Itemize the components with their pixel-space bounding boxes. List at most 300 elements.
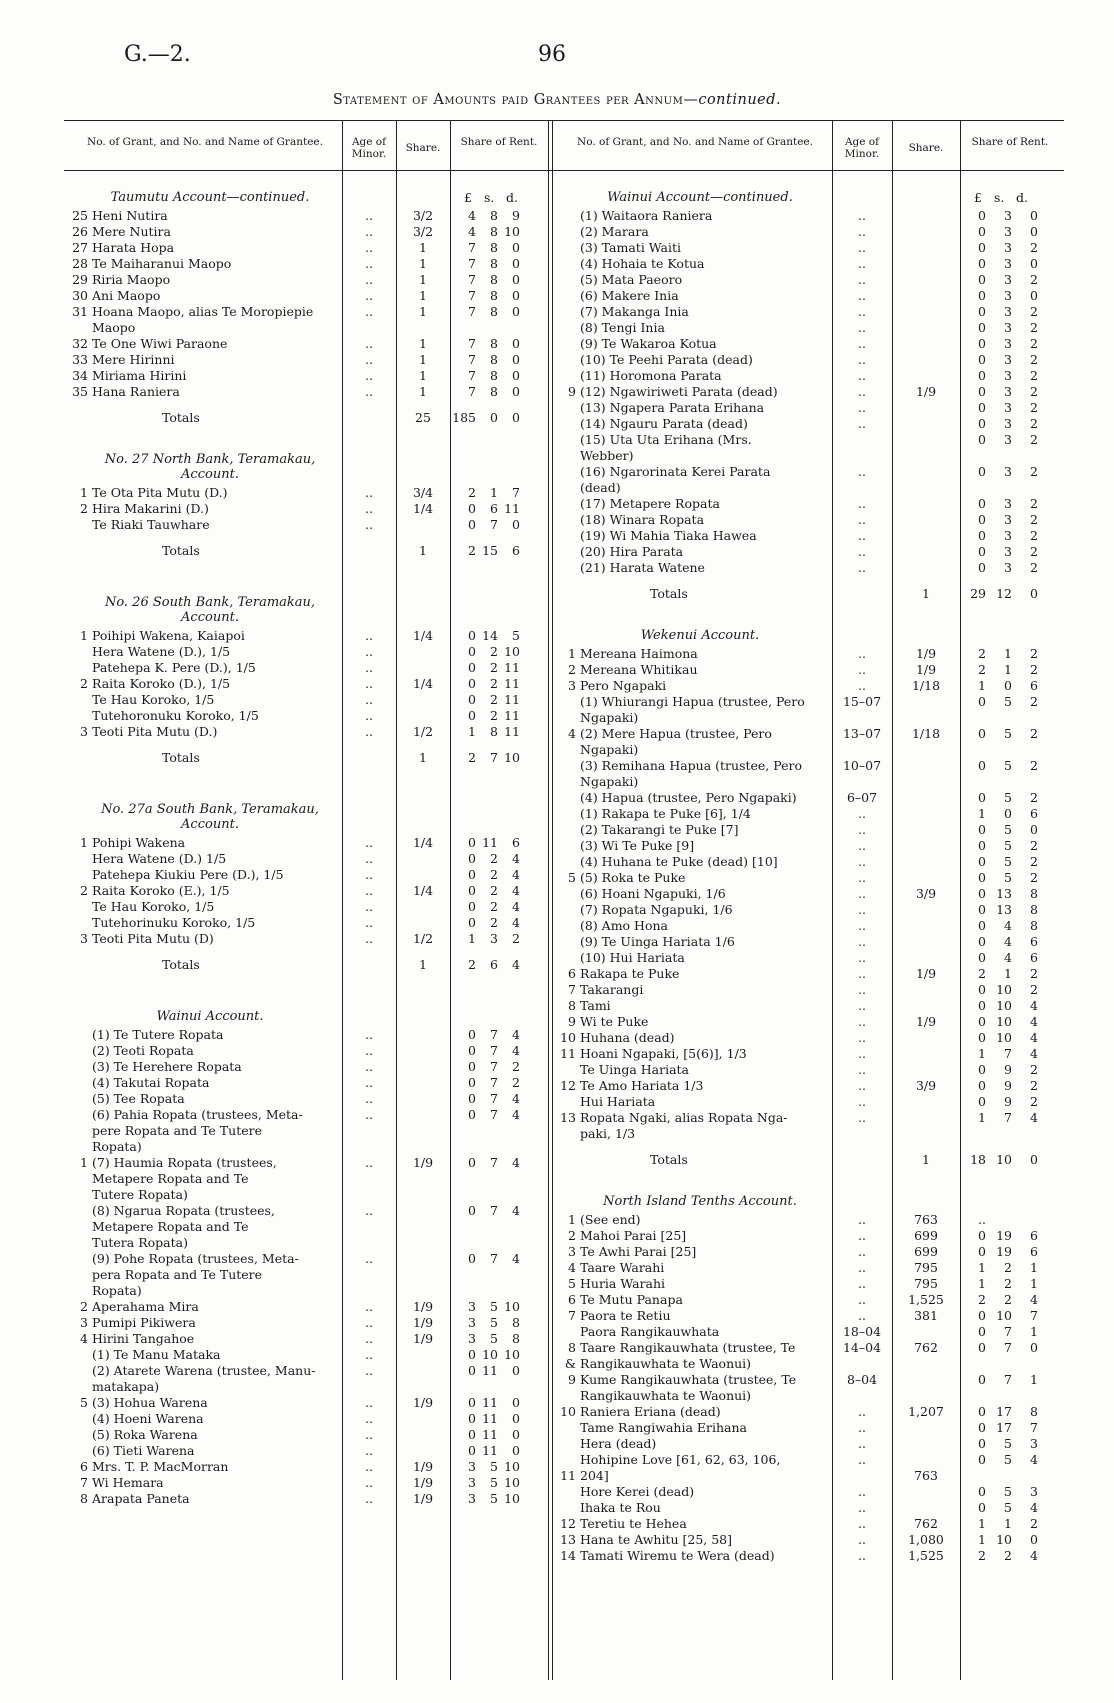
pound-label: £ (464, 190, 472, 205)
totals-pounds: 18 (970, 1152, 986, 1167)
rent-pounds: 0 (978, 288, 986, 303)
rent-pounds: 0 (468, 883, 476, 898)
rent-shillings: 2 (1004, 1292, 1012, 1307)
age-of-minor: .. (858, 1276, 866, 1291)
rent-shillings: 8 (490, 336, 498, 351)
section-title: No. 26 South Bank, Teramakau, Account. (104, 595, 316, 625)
page-reference: G.—2. (124, 42, 191, 67)
rent-pounds: 0 (978, 512, 986, 527)
rent-pounds: 0 (468, 692, 476, 707)
rent-pounds: 0 (978, 1244, 986, 1259)
totals-pence: 0 (1030, 586, 1038, 601)
age-of-minor: .. (858, 544, 866, 559)
rent-pence: 2 (1030, 272, 1038, 287)
rent-pence: 2 (1030, 464, 1038, 479)
rent-shillings: 11 (482, 1395, 498, 1410)
age-of-minor: .. (858, 416, 866, 431)
rent-pounds: 0 (978, 1094, 986, 1109)
grant-number: 4 (80, 1331, 88, 1346)
rent-pounds: 0 (468, 1427, 476, 1442)
grantee-name: Tamati Wiremu te Wera (dead) (580, 1548, 775, 1563)
grantee-name: Huhana (dead) (580, 1030, 675, 1045)
rent-shillings: 7 (1004, 1324, 1012, 1339)
table-row (554, 560, 1038, 576)
rent-pence: 0 (512, 304, 520, 319)
grantee-name: Te Mutu Panapa (580, 1292, 683, 1307)
grant-number: 3 (568, 678, 576, 693)
rent-pounds: 7 (468, 288, 476, 303)
grantee-name: Hohipine Love [61, 62, 63, 106, (580, 1452, 781, 1467)
rent-pence: 4 (512, 1203, 520, 1218)
table-row (554, 288, 1038, 304)
grantee-name: (See end) (580, 1212, 641, 1227)
rent-shillings: 9 (1004, 1078, 1012, 1093)
grantee-name: Wi Hemara (92, 1475, 164, 1490)
rent-shillings: 5 (490, 1331, 498, 1346)
rent-pence: 2 (1030, 870, 1038, 885)
age-of-minor: .. (858, 934, 866, 949)
rent-pence: 2 (1030, 384, 1038, 399)
pound-label: £ (974, 190, 982, 205)
share-value: 1 (419, 336, 427, 351)
grantee-name: Te Maiharanui Maopo (92, 256, 232, 271)
table-row (554, 1500, 1038, 1516)
rent-shillings: 8 (490, 208, 498, 223)
rent-pounds: 7 (468, 240, 476, 255)
grantee-name: (8) Ngarua Ropata (trustees, (92, 1203, 275, 1218)
rent-pounds: 0 (978, 758, 986, 773)
rent-pence: 6 (1030, 1244, 1038, 1259)
table-row (554, 1046, 1038, 1062)
grantee-name: Te Uinga Hariata (580, 1062, 690, 1077)
grantee-name: (12) Ngawiriweti Parata (dead) (580, 384, 778, 399)
grantee-name: Ropata) (92, 1139, 142, 1154)
rent-shillings: 7 (490, 1155, 498, 1170)
table-row (554, 1468, 1034, 1484)
rent-pounds: 0 (468, 1251, 476, 1266)
section-title: No. 27a South Bank, Teramakau, Account. (101, 802, 319, 832)
grantee-name: pera Ropata and Te Tutere (92, 1267, 263, 1282)
age-of-minor: .. (858, 496, 866, 511)
age-of-minor: .. (858, 1532, 866, 1547)
table-row (66, 240, 546, 256)
rent-shillings: 8 (490, 288, 498, 303)
share-value: 1,080 (908, 1532, 944, 1547)
table-row (554, 1078, 1038, 1094)
grantee-name: Te Ota Pita Mutu (D.) (92, 485, 228, 500)
rent-shillings: 13 (996, 886, 1012, 901)
rent-pence: 4 (512, 899, 520, 914)
age-of-minor: .. (858, 368, 866, 383)
rent-pounds: 1 (978, 678, 986, 693)
shilling-label: s. (994, 190, 1005, 205)
rent-shillings: 8 (490, 240, 498, 255)
pence-label: d. (1016, 190, 1028, 205)
grantee-name: Pohipi Wakena (92, 835, 186, 850)
age-of-minor: .. (365, 240, 373, 255)
table-row (66, 883, 546, 899)
age-of-minor: .. (858, 560, 866, 575)
grantee-name: (4) Takutai Ropata (92, 1075, 210, 1090)
grant-number: 12 (560, 1516, 576, 1531)
rent-shillings: 5 (1004, 1436, 1012, 1451)
share-value: 1/9 (412, 1155, 434, 1170)
rent-pounds: 1 (978, 1276, 986, 1291)
grantee-name: Hira Makarini (D.) (92, 501, 209, 516)
totals-row (554, 586, 1038, 602)
rent-shillings: 8 (490, 224, 498, 239)
grant-number: 3 (568, 1244, 576, 1259)
rent-pounds: 0 (468, 660, 476, 675)
grantee-name: Hana Raniera (92, 384, 180, 399)
rent-pounds: 0 (978, 544, 986, 559)
age-of-minor: .. (365, 1203, 373, 1218)
rent-shillings: 0 (1004, 678, 1012, 693)
age-of-minor: .. (365, 1459, 373, 1474)
grantee-name: Hoana Maopo, alias Te Moropiepie (92, 304, 314, 319)
share-value: 699 (914, 1228, 938, 1243)
share-value: 1/9 (915, 966, 937, 981)
statement-title: Statement of Amounts paid Grantees per Annum—continued. (332, 92, 782, 108)
rent-pence: 2 (1030, 352, 1038, 367)
table-row (554, 1276, 1038, 1292)
table-row (554, 1388, 1034, 1404)
table-row (554, 1436, 1038, 1452)
table-row (554, 886, 1038, 902)
age-of-minor: .. (858, 886, 866, 901)
rent-shillings: 0 (1004, 806, 1012, 821)
table-row (66, 644, 546, 660)
rent-pounds: 0 (978, 870, 986, 885)
rent-pounds: 3 (468, 1459, 476, 1474)
table-row (66, 676, 546, 692)
totals-pounds: 29 (970, 586, 986, 601)
share-value: 1/9 (412, 1491, 434, 1506)
rent-pounds: 0 (978, 998, 986, 1013)
rent-pence: 2 (1030, 560, 1038, 575)
age-of-minor: .. (858, 1078, 866, 1093)
age-of-minor: .. (365, 1491, 373, 1506)
grant-number: 7 (568, 982, 576, 997)
table-row (554, 854, 1038, 870)
grantee-name: Patehepa Kiukiu Pere (D.), 1/5 (92, 867, 284, 882)
grantee-name: Mahoi Parai [25] (580, 1228, 687, 1243)
grantee-name: (6) Tieti Warena (92, 1443, 195, 1458)
age-of-minor: .. (365, 883, 373, 898)
rent-pence: 2 (512, 1075, 520, 1090)
rent-pounds: 3 (468, 1315, 476, 1330)
rent-pounds: 1 (978, 1046, 986, 1061)
share-value: 1/9 (915, 662, 937, 677)
rent-pence: 10 (504, 224, 520, 239)
grantee-name: Ngapaki) (580, 742, 639, 757)
age-of-minor: .. (858, 240, 866, 255)
rent-pounds: 2 (468, 485, 476, 500)
age-of-minor: .. (858, 1548, 866, 1563)
grantee-name: Hore Kerei (dead) (580, 1484, 695, 1499)
table-row (66, 708, 546, 724)
totals-label: Totals (162, 410, 200, 425)
rent-pence: 5 (512, 628, 520, 643)
rent-pounds: 0 (978, 272, 986, 287)
rent-pence: 2 (1030, 966, 1038, 981)
age-of-minor: .. (858, 1436, 866, 1451)
grant-number: 6 (80, 1459, 88, 1474)
grantee-name: (20) Hira Parata (580, 544, 684, 559)
rent-pounds: 3 (468, 1299, 476, 1314)
age-of-minor: 10–07 (842, 758, 882, 773)
grantee-name: (8) Tengi Inia (580, 320, 665, 335)
age-of-minor: .. (365, 485, 373, 500)
share-value: 1 (419, 352, 427, 367)
rent-shillings: 3 (1004, 336, 1012, 351)
rent-pounds: 1 (468, 724, 476, 739)
grantee-name: (2) Teoti Ropata (92, 1043, 194, 1058)
rent-shillings: 5 (490, 1459, 498, 1474)
table-row (554, 496, 1038, 512)
header-share: Share. (908, 142, 944, 154)
rent-shillings: 3 (1004, 528, 1012, 543)
grant-number: 25 (72, 208, 88, 223)
rent-shillings: 7 (490, 1059, 498, 1074)
rent-pounds: 7 (468, 256, 476, 271)
rent-pounds: 0 (468, 1411, 476, 1426)
age-of-minor: .. (365, 336, 373, 351)
age-of-minor: 18–04 (842, 1324, 882, 1339)
grant-number: 8 (568, 998, 576, 1013)
grantee-name: matakapa) (92, 1379, 160, 1394)
rent-pounds: 0 (978, 918, 986, 933)
rent-pence: 2 (1030, 854, 1038, 869)
grant-number: 9 (568, 384, 576, 399)
rent-shillings: 8 (490, 352, 498, 367)
table-row (554, 368, 1038, 384)
rent-shillings: 5 (490, 1299, 498, 1314)
rent-shillings: 8 (490, 256, 498, 271)
rent-shillings: 8 (490, 272, 498, 287)
age-of-minor: .. (858, 806, 866, 821)
totals-shillings: 7 (490, 750, 498, 765)
rent-pounds: 4 (468, 208, 476, 223)
grant-number: 14 (560, 1548, 576, 1563)
rent-pence: 11 (504, 692, 520, 707)
grantee-name: Raita Koroko (E.), 1/5 (92, 883, 230, 898)
grantee-name: (2) Mere Hapua (trustee, Pero (580, 726, 772, 741)
totals-shillings: 0 (490, 410, 498, 425)
table-row (66, 1475, 546, 1491)
age-of-minor: .. (858, 304, 866, 319)
rent-pence: 6 (1030, 934, 1038, 949)
table-row (66, 1363, 546, 1379)
age-of-minor: .. (365, 1091, 373, 1106)
rent-pence: 4 (1030, 998, 1038, 1013)
totals-shillings: 6 (490, 957, 498, 972)
rent-pounds: 0 (978, 432, 986, 447)
table-row (66, 1027, 546, 1043)
rent-shillings: 7 (490, 1107, 498, 1122)
grantee-name: (5) Mata Paeoro (580, 272, 683, 287)
rent-shillings: 1 (1004, 662, 1012, 677)
top-rule (64, 120, 1064, 121)
share-value: 1/4 (412, 883, 434, 898)
age-of-minor: .. (365, 1395, 373, 1410)
rent-shillings: 7 (490, 517, 498, 532)
grantee-name: (16) Ngarorinata Kerei Parata (580, 464, 771, 479)
totals-pence: 0 (512, 410, 520, 425)
rent-pounds: 3 (468, 1491, 476, 1506)
grantee-name: (9) Te Wakaroa Kotua (580, 336, 717, 351)
grant-number: 1 (568, 1212, 576, 1227)
grantee-name: (3) Wi Te Puke [9] (580, 838, 695, 853)
rent-shillings: 1 (1004, 966, 1012, 981)
table-row (554, 1212, 1034, 1228)
grantee-name: (18) Winara Ropata (580, 512, 705, 527)
grantee-name: Mrs. T. P. MacMorran (92, 1459, 229, 1474)
grantee-name: (5) Roka te Puke (580, 870, 686, 885)
grantee-name: (6) Pahia Ropata (trustees, Meta- (92, 1107, 303, 1122)
table-row (66, 835, 546, 851)
table-row (554, 352, 1038, 368)
grant-number: 26 (72, 224, 88, 239)
rent-pounds: 0 (978, 934, 986, 949)
table-row (554, 1110, 1038, 1126)
grant-number: 7 (80, 1475, 88, 1490)
grant-number: 33 (72, 352, 88, 367)
rent-pence: 8 (1030, 918, 1038, 933)
age-of-minor: .. (858, 1484, 866, 1499)
rent-pence: 7 (512, 485, 520, 500)
rent-pounds: 0 (468, 915, 476, 930)
rent-shillings: 10 (996, 1014, 1012, 1029)
grantee-name: Hui Hariata (580, 1094, 656, 1109)
totals-label: Totals (162, 957, 200, 972)
section-title: Wekenui Account. (640, 628, 760, 643)
table-row (66, 288, 546, 304)
grantee-name: Te Riaki Tauwhare (92, 517, 210, 532)
table-row (554, 662, 1038, 678)
rent-pounds: 0 (978, 1324, 986, 1339)
grantee-name: (7) Ropata Ngapuki, 1/6 (580, 902, 733, 917)
table-row (66, 1107, 546, 1123)
grant-number: 1 (80, 485, 88, 500)
share-value: 1 (419, 384, 427, 399)
rent-pounds: 7 (468, 272, 476, 287)
rent-shillings: 3 (1004, 384, 1012, 399)
rent-shillings: 7 (490, 1043, 498, 1058)
age-of-minor: .. (365, 835, 373, 850)
table-row (554, 1548, 1038, 1564)
rent-pounds: 1 (468, 931, 476, 946)
share-value: 1/9 (915, 384, 937, 399)
totals-row (66, 957, 546, 973)
rent-pence: 4 (512, 1107, 520, 1122)
grantee-name: Hana te Awhitu [25, 58] (580, 1532, 732, 1547)
section-title: No. 27 North Bank, Teramakau, Account. (104, 452, 316, 482)
age-of-minor: 8–04 (846, 1372, 878, 1387)
table-row (66, 517, 546, 533)
rent-pounds: 0 (978, 224, 986, 239)
grant-number: 2 (80, 1299, 88, 1314)
age-of-minor: .. (365, 1251, 373, 1266)
share-value: 1/9 (915, 1014, 937, 1029)
age-of-minor: .. (858, 208, 866, 223)
rent-pounds: 0 (978, 790, 986, 805)
rent-pounds: 0 (978, 838, 986, 853)
rent-shillings: 3 (1004, 304, 1012, 319)
rent-pence: 6 (1030, 806, 1038, 821)
table-row (554, 256, 1038, 272)
grantee-name: Paora te Retiu (580, 1308, 671, 1323)
table-row (66, 1123, 546, 1139)
grantee-name: (1) Te Manu Mataka (92, 1347, 221, 1362)
rent-shillings: 7 (490, 1027, 498, 1042)
rent-pence: 9 (512, 208, 520, 223)
table-row (66, 899, 546, 915)
grantee-name: (2) Atarete Warena (trustee, Manu- (92, 1363, 316, 1378)
rent-shillings: 4 (1004, 918, 1012, 933)
rent-shillings: 19 (996, 1244, 1012, 1259)
grant-number: 30 (72, 288, 88, 303)
rent-shillings: 2 (490, 867, 498, 882)
rent-pence: 2 (1030, 1516, 1038, 1531)
rent-shillings: 3 (1004, 512, 1012, 527)
rent-pence: 2 (1030, 1062, 1038, 1077)
rent-pence: 2 (512, 931, 520, 946)
share-value: 1/9 (412, 1331, 434, 1346)
rent-pounds: 0 (978, 726, 986, 741)
share-value: 762 (914, 1340, 938, 1355)
table-row (554, 870, 1038, 886)
rent-pence: 8 (1030, 902, 1038, 917)
table-row (66, 485, 546, 501)
rent-pounds: 4 (468, 224, 476, 239)
totals-label: Totals (650, 586, 688, 601)
rent-pence: 2 (1030, 694, 1038, 709)
age-of-minor: .. (858, 336, 866, 351)
rent-pounds: 0 (978, 1078, 986, 1093)
rent-pounds: 0 (468, 1395, 476, 1410)
age-of-minor: .. (858, 918, 866, 933)
share-value: 763 (914, 1212, 938, 1227)
rent-pounds: 3 (468, 1475, 476, 1490)
age-of-minor: .. (858, 1046, 866, 1061)
rent-pounds: 0 (468, 644, 476, 659)
rent-shillings: 5 (1004, 694, 1012, 709)
section-title: Wainui Account. (156, 1009, 264, 1024)
rent-shillings: 3 (1004, 400, 1012, 415)
rent-pounds: .. (978, 1212, 986, 1227)
rent-pence: 8 (512, 1331, 520, 1346)
grantee-name: (6) Makere Inia (580, 288, 679, 303)
table-row (554, 918, 1038, 934)
table-row (554, 400, 1038, 416)
rent-pounds: 7 (468, 368, 476, 383)
rent-pence: 0 (512, 1395, 520, 1410)
share-value: 1 (419, 240, 427, 255)
rent-shillings: 2 (490, 676, 498, 691)
grant-number: 4 (568, 1260, 576, 1275)
grantee-name: Rangikauwhata te Waonui) (580, 1388, 752, 1403)
age-of-minor: .. (858, 400, 866, 415)
rent-shillings: 3 (1004, 240, 1012, 255)
rent-pounds: 0 (468, 1347, 476, 1362)
age-of-minor: .. (365, 676, 373, 691)
rent-pounds: 0 (978, 1340, 986, 1355)
grantee-name: Poihipi Wakena, Kaiapoi (92, 628, 245, 643)
rent-pounds: 0 (468, 1091, 476, 1106)
rent-pence: 4 (512, 1251, 520, 1266)
rent-shillings: 10 (996, 1308, 1012, 1323)
